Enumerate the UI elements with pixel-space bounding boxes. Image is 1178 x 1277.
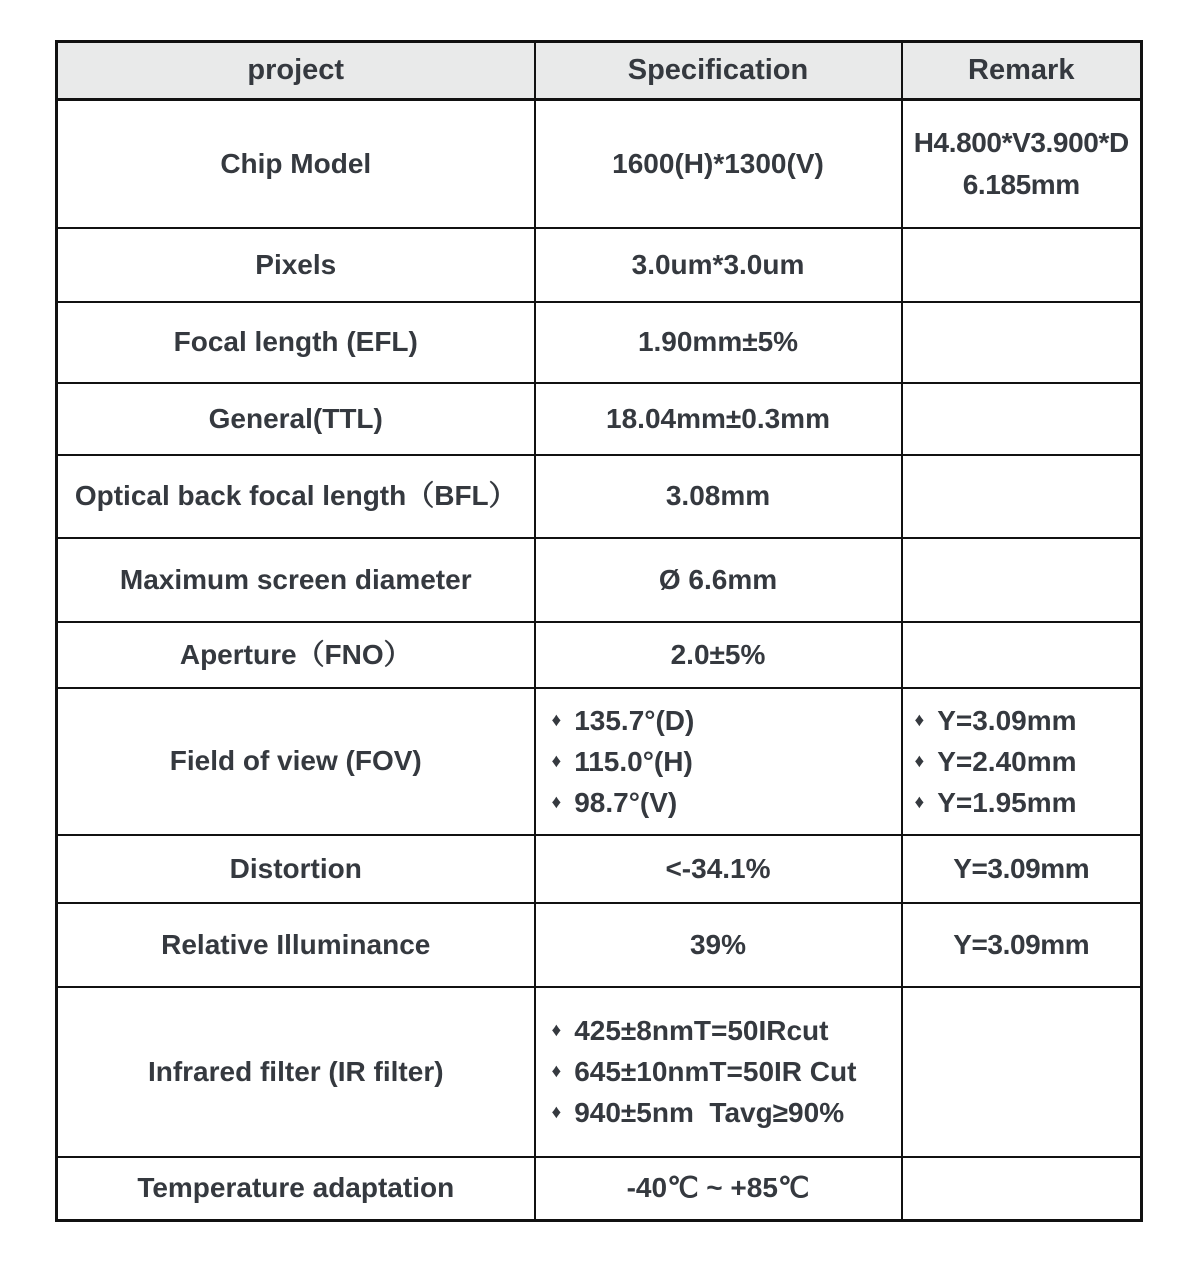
diamond-bullet-icon: ♦: [551, 1020, 562, 1041]
spec-cell: [535, 835, 902, 903]
bullet-line: [915, 700, 1140, 741]
bullet-line: [552, 1051, 900, 1092]
project-cell-text: Optical back focal length（BFL）: [74, 480, 517, 511]
table-row: [57, 455, 1142, 538]
project-cell: [57, 302, 535, 383]
remark-cell: [902, 100, 1142, 228]
bullet-text: Y=1.95mm: [937, 786, 1077, 818]
remark-cell: [902, 455, 1142, 538]
table-row: [57, 1157, 1142, 1221]
bullet-line: [915, 741, 1140, 782]
bullet-text: 940±5nm Tavg≥90%: [574, 1097, 845, 1128]
remark-cell: [902, 835, 1142, 903]
spec-cell-text: 39%: [689, 928, 747, 960]
remark-cell-text: Y=3.09mm: [953, 928, 1090, 960]
project-cell-text: Temperature adaptation: [137, 1172, 455, 1204]
remark-cell: [902, 302, 1142, 383]
project-cell-text: Aperture（FNO）: [179, 638, 412, 670]
table-row: [57, 903, 1142, 987]
spec-cell-text: <-34.1%: [665, 852, 771, 884]
bullet-line: [552, 1010, 900, 1051]
spec-cell-text: 18.04mm±0.3mm: [606, 402, 830, 434]
diamond-bullet-icon: ♦: [914, 709, 925, 731]
project-cell: [57, 455, 535, 538]
spec-cell: [535, 1157, 902, 1221]
project-cell: [57, 688, 535, 835]
bullet-text: 115.0°(H): [574, 745, 693, 777]
bullet-line: [552, 782, 900, 823]
table-row: [57, 987, 1142, 1157]
bullet-line: [552, 1092, 900, 1133]
bullet-line: [915, 782, 1140, 823]
project-cell-text: Field of view (FOV): [169, 745, 422, 776]
bullet-text: 98.7°(V): [574, 786, 678, 818]
table-row: [57, 538, 1142, 622]
project-cell: [57, 100, 535, 228]
spec-cell: [535, 455, 902, 538]
diamond-bullet-icon: ♦: [914, 750, 925, 772]
spec-cell-text: 1.90mm±5%: [637, 326, 799, 357]
remark-cell: [902, 538, 1142, 622]
remark-cell: [902, 383, 1142, 455]
remark-cell: [902, 987, 1142, 1157]
spec-cell: [535, 688, 902, 835]
project-cell-text: Chip Model: [220, 147, 372, 179]
project-cell-text: Maximum screen diameter: [119, 563, 472, 595]
remark-cell: [902, 1157, 1142, 1221]
spec-cell: [535, 228, 902, 302]
table-row: [57, 100, 1142, 228]
project-cell: [57, 835, 535, 903]
bullet-text: 425±8nmT=50IRcut: [574, 1015, 829, 1046]
diamond-bullet-icon: ♦: [914, 791, 925, 813]
diamond-bullet-icon: ♦: [551, 709, 562, 731]
remark-cell-text: H4.800*V3.900*D 6.185mm: [913, 126, 1129, 200]
spec-cell-text: 3.0um*3.0um: [631, 248, 805, 280]
project-cell: [57, 1157, 535, 1221]
spec-cell-text: 1600(H)*1300(V): [612, 147, 824, 179]
remark-cell-text: Y=3.09mm: [953, 852, 1090, 884]
bullet-text: 645±10nmT=50IR Cut: [574, 1056, 857, 1087]
spec-cell-text: 2.0±5%: [670, 638, 766, 670]
spec-table: [55, 40, 1143, 1222]
diamond-bullet-icon: ♦: [551, 1061, 562, 1082]
bullet-text: Y=3.09mm: [937, 704, 1077, 736]
column-header-project: project: [57, 42, 535, 100]
table-row: [57, 835, 1142, 903]
spec-cell-text: -40℃ ~ +85℃: [626, 1172, 810, 1204]
remark-cell: [902, 688, 1142, 835]
table-row: [57, 622, 1142, 688]
project-cell: [57, 903, 535, 987]
project-cell-text: Distortion: [229, 852, 362, 884]
column-header-specification: Specification: [535, 42, 902, 100]
project-cell: [57, 538, 535, 622]
spec-cell: [535, 383, 902, 455]
bullet-line: [552, 700, 900, 741]
bullet-text: Y=2.40mm: [937, 745, 1077, 777]
bullet-line: [552, 741, 900, 782]
project-cell: [57, 228, 535, 302]
project-cell-text: Pixels: [255, 248, 337, 280]
project-cell: [57, 383, 535, 455]
spec-cell: [535, 622, 902, 688]
diamond-bullet-icon: ♦: [551, 1102, 562, 1123]
bullet-text: 135.7°(D): [574, 704, 695, 736]
remark-cell: [902, 903, 1142, 987]
project-cell: [57, 987, 535, 1157]
remark-cell: [902, 228, 1142, 302]
table-row: [57, 688, 1142, 835]
table-row: [57, 383, 1142, 455]
project-cell-text: Relative Illuminance: [161, 928, 431, 960]
remark-cell: [902, 622, 1142, 688]
spec-cell-text: Ø 6.6mm: [658, 563, 778, 595]
diamond-bullet-icon: ♦: [551, 791, 562, 813]
spec-cell: [535, 903, 902, 987]
project-cell-text: Infrared filter (IR filter): [147, 1055, 444, 1087]
project-cell-text: General(TTL): [208, 402, 383, 434]
spec-cell: [535, 987, 902, 1157]
project-cell: [57, 622, 535, 688]
spec-cell: [535, 538, 902, 622]
table-row: [57, 228, 1142, 302]
spec-cell: [535, 302, 902, 383]
spec-cell: [535, 100, 902, 228]
project-cell-text: Focal length (EFL): [173, 326, 418, 357]
header-row: [57, 42, 1142, 100]
spec-cell-text: 3.08mm: [665, 480, 771, 511]
diamond-bullet-icon: ♦: [551, 750, 562, 772]
table-body: [57, 100, 1142, 1221]
table-row: [57, 302, 1142, 383]
column-header-remark: Remark: [902, 42, 1142, 100]
